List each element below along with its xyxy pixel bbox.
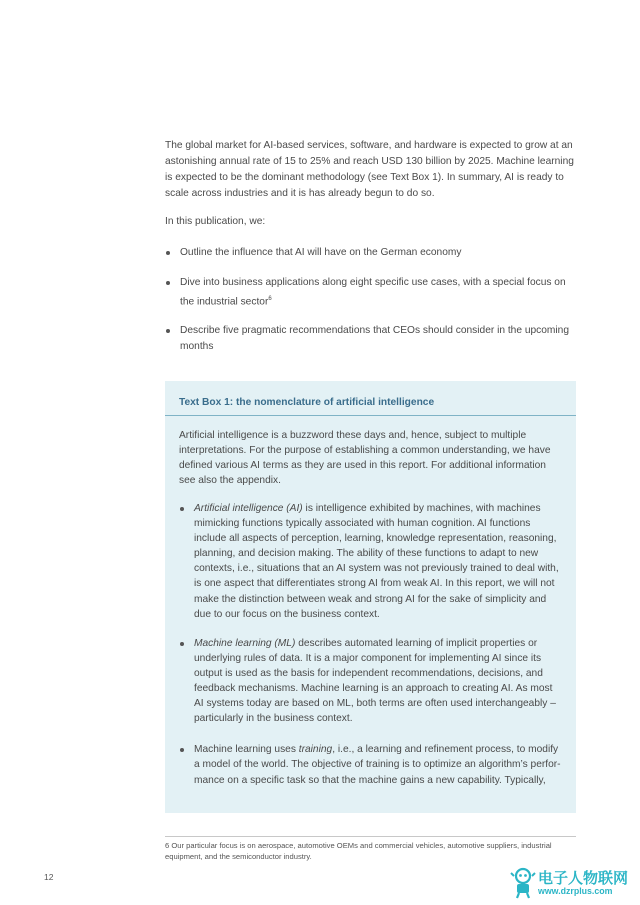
bullet-item — [165, 275, 575, 310]
footnote: 6 Our particular focus is on aerospace, automotive OEMs and commercial vehicles, automotive suppliers, industrial equipment, and the semiconductor industry. — [165, 841, 552, 861]
lead-in-text: In this publication, we: — [165, 216, 266, 227]
watermark-url[interactable]: www.dzrplus.com — [538, 886, 613, 896]
text-box-intro: Artificial intelligence is a buzzword these days and, hence, subject to multiple interpretations. For the purpose of establishing a common understanding, we have defined various AI terms as they are used in this report. For additional information see also the appendix. — [179, 430, 551, 487]
definition-list — [179, 501, 564, 788]
watermark-name: 电子人物联网 — [538, 870, 629, 887]
definition-text: , i.e., a learning and refinement process, to modify a model of the world. The objective of training is to optimize an algorithm’s perfor-mance on a specific task so that the machine gains a new capability. Typically, — [194, 744, 561, 786]
definition-item — [179, 636, 564, 727]
site-watermark — [510, 865, 638, 901]
bullet-item — [165, 323, 575, 355]
footnote-ref[interactable]: 6 — [268, 296, 272, 302]
definition-item — [179, 501, 564, 622]
intro-paragraph: The global market for AI-based services, software, and hardware is expected to grow at an astonishing annual rate of 15 to 25% and reach USD 130 billion by 2025. Machine learning is expected to be the dominant methodology (see Text Box 1). In summary, AI is ready to scale across industries and it is has already begun to do so. — [165, 140, 574, 199]
definition-term: Artificial intelligence (AI) — [194, 503, 303, 514]
text-box-title: Text Box 1: the nomenclature of artificial intelligence — [179, 397, 435, 408]
definition-text: describes automated learning of implicit properties or underlying rules of data. It is a major component for implementing AI since its output is used as the basis for independent recommendations, decisions, and feedback mechanisms. Machine learning is an approach to creating AI. As most AI systems today are based on ML, both terms are often used interchangeably – particularly in the business context. — [194, 637, 556, 725]
definition-term: Machine learning (ML) — [194, 637, 296, 649]
footnote-divider — [165, 836, 576, 837]
publication-bullet-list — [165, 245, 575, 369]
page-number: 12 — [44, 872, 54, 882]
text-box-divider — [165, 415, 576, 416]
text-box-1 — [165, 381, 576, 813]
bullet-item — [165, 245, 575, 261]
definition-text: is intelligence exhibited by machines, with machines mimicking functions typically associated with human cognition. AI functions include all aspects of perception, learning, knowledge representation, reasoning, planning, and decision making. The ability of these functions to adapt to new contexts, i.e., situations that an AI system was not previously trained to deal with, is one aspect that differentiates strong AI from weak AI. In this report, we will not make the distinction between weak and strong AI for the sake of simplicity and due to our focus on the business context. — [194, 503, 559, 620]
bullet-text: Dive into business applications along eight specific use cases, with a special focus on the industrial sector — [180, 277, 566, 308]
bullet-text: Outline the influence that AI will have on the German economy — [180, 247, 462, 258]
bullet-text: Describe five pragmatic recommendations that CEOs should consider in the upcoming months — [180, 325, 570, 353]
definition-item — [179, 742, 564, 787]
definition-term: training — [298, 744, 333, 756]
robot-logo-icon — [510, 867, 538, 899]
definition-prefix: Machine learning uses — [194, 744, 299, 756]
